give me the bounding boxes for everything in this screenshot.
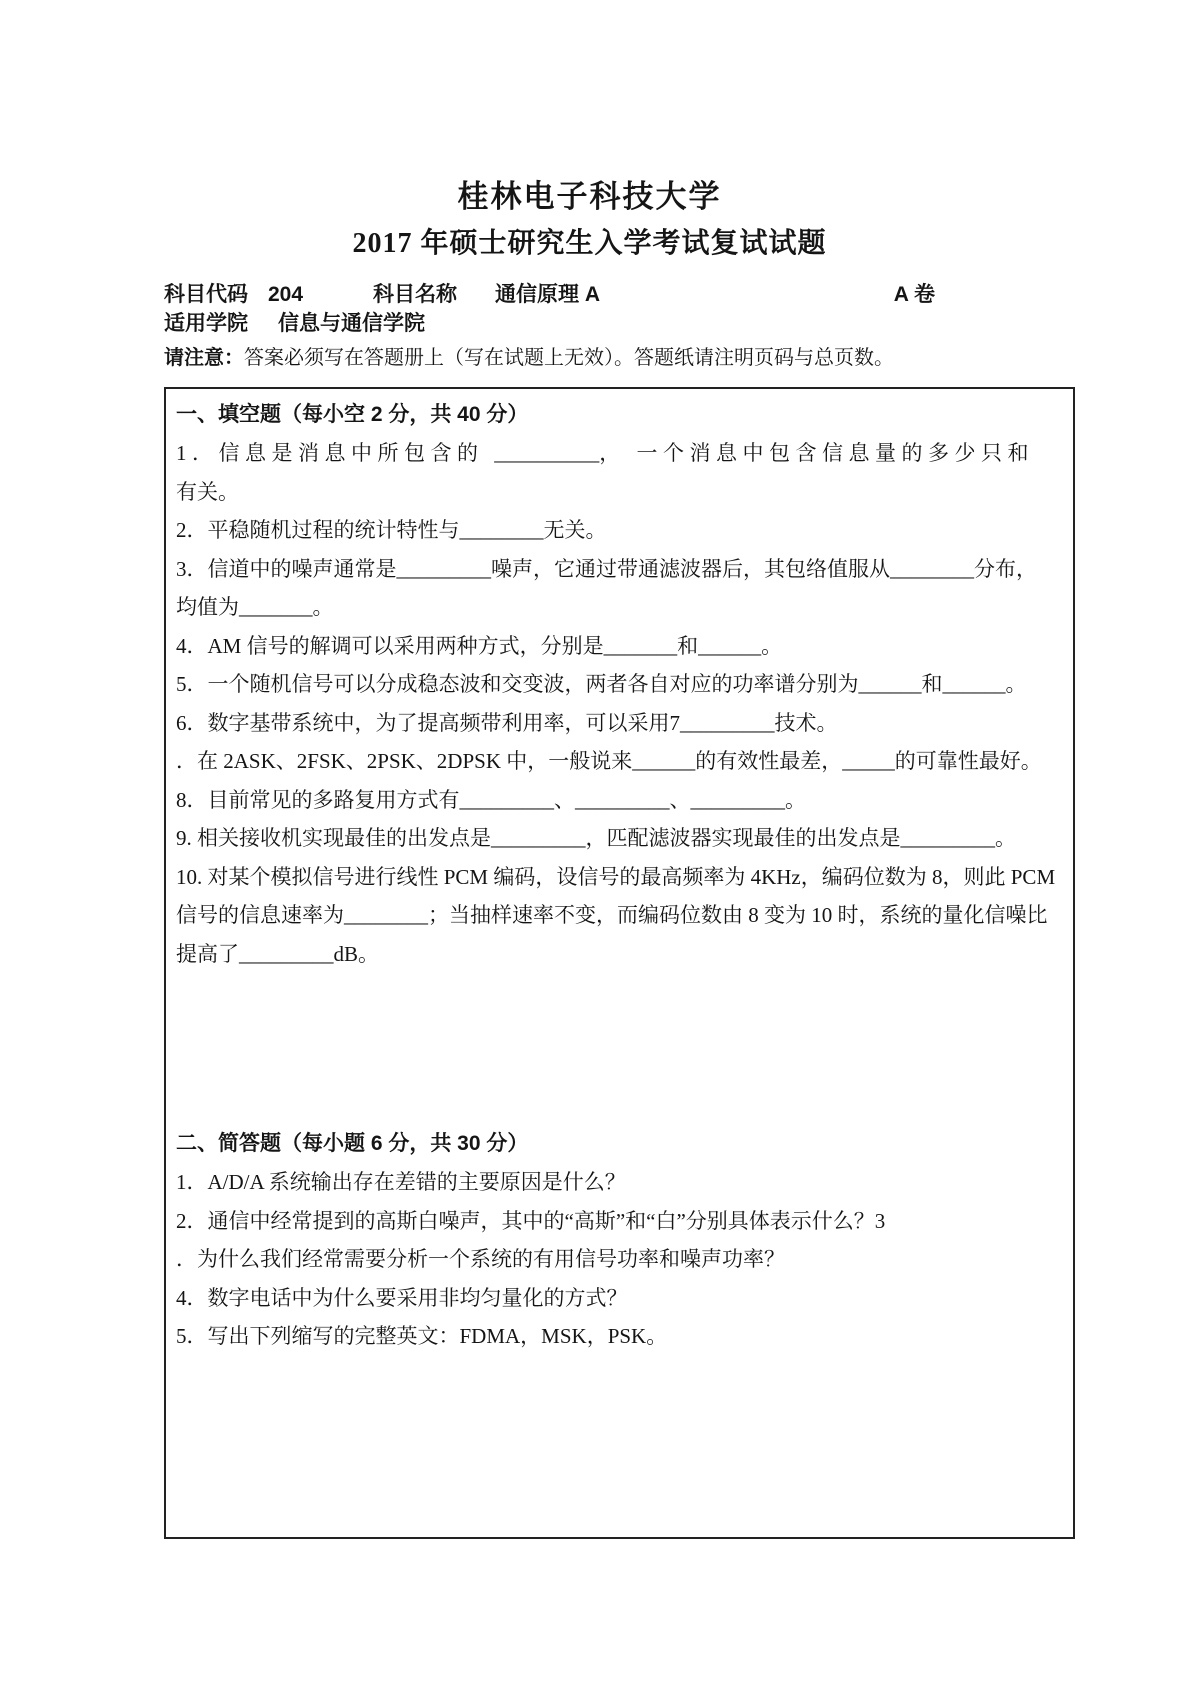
college-label: 适用学院 xyxy=(164,312,248,335)
short-answer-q1: 1．A/D/A 系统输出存在差错的主要原因是什么？ xyxy=(176,1170,626,1194)
fill-blank-q5: 5．一个随机信号可以分成稳态波和交变波，两者各自对应的功率谱分别为______和______。 xyxy=(176,672,1027,696)
fill-blank-q3-line1: 3．信道中的噪声通常是_________噪声，它通过带通滤波器后，其包络值服从________分布， xyxy=(176,556,1037,581)
short-answer-q3: ．为什么我们经常需要分析一个系统的有用信号功率和噪声功率？ xyxy=(176,1247,785,1271)
fill-blank-q10-line3: 提高了_________dB。 xyxy=(176,941,380,966)
notice-text: 答案必须写在答题册上（写在试题上无效）。答题纸请注明页码与总页数。 xyxy=(244,347,894,369)
section1-heading: 一、填空题（每小空 2 分，共 40 分） xyxy=(176,403,529,426)
university-title: 桂林电子科技大学 xyxy=(457,179,722,214)
section2-heading: 二、简答题（每小题 6 分，共 30 分） xyxy=(176,1132,529,1155)
short-answer-q4: 4．数字电话中为什么要采用非均匀量化的方式？ xyxy=(176,1285,628,1310)
fill-blank-q3-line2: 均值为_______。 xyxy=(176,595,334,619)
exam-title: 2017 年硕士研究生入学考试复试试题 xyxy=(352,228,827,259)
fill-blank-q6: 6．数字基带系统中，为了提高频带利用率，可以采用7_________技术。 xyxy=(176,710,838,735)
notice-label: 请注意： xyxy=(164,347,244,369)
meta-block xyxy=(164,280,1075,338)
fill-blank-q1-line1 xyxy=(176,434,1063,473)
fill-blank-q8: 8．目前常见的多路复用方式有_________、_________、_________。 xyxy=(176,787,806,812)
fill-blank-q7: ．在 2ASK、2FSK、2PSK、2DPSK 中，一般说来______的有效性最差，_____的可靠性最好。 xyxy=(176,749,1042,773)
college-value: 信息与通信学院 xyxy=(278,312,425,335)
college-meta-row xyxy=(164,309,1075,338)
fill-blank-q1-line2: 有关。 xyxy=(176,479,239,504)
header xyxy=(164,176,1015,264)
subject-meta-row xyxy=(164,280,1075,309)
fill-blank-q10-line2: 信号的信息速率为________；当抽样速率不变，而编码位数由 8 变为 10 时，系统的量化信噪比 xyxy=(176,903,1048,927)
fill-blank-q4: 4．AM 信号的解调可以采用两种方式，分别是_______和______。 xyxy=(176,633,783,658)
content-column xyxy=(164,0,1075,1539)
q1-blank: __________ xyxy=(494,441,600,465)
subject-name-label: 科目名称 xyxy=(373,283,458,306)
short-answer-q5: 5．写出下列缩写的完整英文：FDMA，MSK，PSK。 xyxy=(176,1324,668,1348)
fill-blank-q10-line1: 10. 对某个模拟信号进行线性 PCM 编码，设信号的最高频率为 4KHz，编码位数为 8，则此 PCM xyxy=(176,864,1056,889)
q1-pre-text: 1．信息是消息中所包含的 xyxy=(176,441,495,465)
fill-blank-q9: 9. 相关接收机实现最佳的出发点是_________，匹配滤波器实现最佳的出发点是_________。 xyxy=(176,826,1016,850)
subject-name-value: 通信原理 A xyxy=(495,283,601,306)
subject-code-value: 204 xyxy=(268,283,304,306)
question-box xyxy=(164,387,1075,1539)
notice-line xyxy=(164,345,1075,371)
q1-post-text: ， 一个消息中包含信息量的多少只和 xyxy=(599,441,1034,465)
paper-version-badge: A 卷 xyxy=(893,283,935,306)
subject-code-label: 科目代码 xyxy=(164,283,248,306)
fill-blank-q2: 2．平稳随机过程的统计特性与________无关。 xyxy=(176,518,607,542)
short-answer-q2: 2．通信中经常提到的高斯白噪声，其中的“高斯”和“白”分别具体表示什么？3 xyxy=(176,1208,886,1233)
